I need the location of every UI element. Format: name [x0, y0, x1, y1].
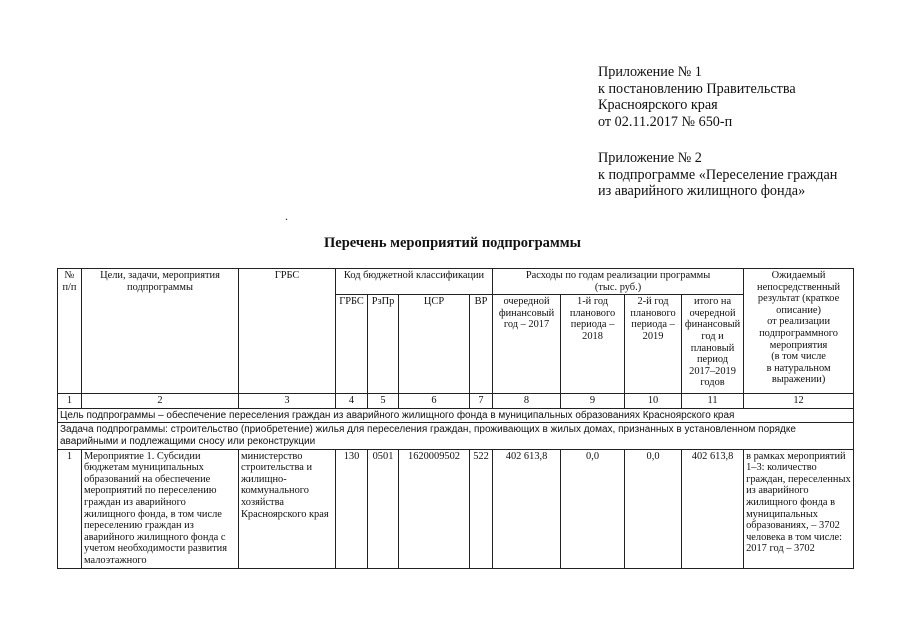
- header-expenses: Расходы по годам реализации программы (тыс. руб.): [493, 269, 744, 295]
- column-number: 3: [239, 394, 336, 409]
- header-row-1: [58, 269, 854, 295]
- header-code-csr: ЦСР: [399, 295, 470, 394]
- column-number: 9: [561, 394, 625, 409]
- goal-row: [58, 408, 854, 423]
- row-code-vr: 522: [470, 449, 493, 568]
- row-exp-2018: 0,0: [561, 449, 625, 568]
- row-num: 1: [58, 449, 82, 568]
- row-exp-2017: 402 613,8: [493, 449, 561, 568]
- column-number: 2: [82, 394, 239, 409]
- column-number-row: [58, 394, 854, 409]
- appendix-1-line: к постановлению Правительства: [598, 80, 796, 97]
- header-budget-code: Код бюджетной классификации: [336, 269, 493, 295]
- column-number: 7: [470, 394, 493, 409]
- appendix-2-line: к подпрограмме «Переселение граждан: [598, 166, 838, 183]
- row-code-rzpr: 0501: [368, 449, 399, 568]
- row-measure: Мероприятие 1. Субсидии бюджетам муниципальных образований на обеспечение мероприятий по переселению граждан из аварийного жилищного фонда, в том числе переселению граждан из аварийного жилищного фонда с учетом необходимости развития малоэтажного: [82, 449, 239, 568]
- document-title: Перечень мероприятий подпрограммы: [324, 235, 581, 251]
- row-result: в рамках мероприятий 1–3: количество граждан, переселенных из аварийного жилищного фонда в муниципальных образованиях, – 3702 человека в том числе: 2017 год – 3702: [744, 449, 854, 568]
- column-number: 6: [399, 394, 470, 409]
- header-grbs: ГРБС: [239, 269, 336, 394]
- table-row: [58, 449, 854, 568]
- column-number: 12: [744, 394, 854, 409]
- header-exp-2019: 2-й год планового периода – 2019: [625, 295, 682, 394]
- header-num: № п/п: [58, 269, 82, 394]
- header-code-vr: ВР: [470, 295, 493, 394]
- row-grbs: министерство строительства и жилищно-коммунального хозяйства Красноярского края: [239, 449, 336, 568]
- appendix-2-block: [598, 150, 837, 200]
- header-code-grbs: ГРБС: [336, 295, 368, 394]
- column-number: 10: [625, 394, 682, 409]
- column-number: 4: [336, 394, 368, 409]
- task-text: Задача подпрограммы: строительство (приобретение) жилья для переселения граждан, проживающих в жилых домах, признанных в установленном порядке аварийными и подлежащими сносу или реконструкции: [58, 423, 854, 449]
- task-row: [58, 423, 854, 449]
- header-exp-total: итого на очередной финансовый год и плановый период 2017–2019 годов: [682, 295, 744, 394]
- row-exp-total: 402 613,8: [682, 449, 744, 568]
- column-number: 11: [682, 394, 744, 409]
- measures-table: [57, 268, 854, 569]
- header-result: Ожидаемый непосредственный результат (краткое описание) от реализации подпрограммного мероприятия (в том числе в натуральном выражении): [744, 269, 854, 394]
- appendix-1-line: Красноярского края: [598, 97, 718, 113]
- row-code-grbs: 130: [336, 449, 368, 568]
- appendix-1-line: от 02.11.2017 № 650-п: [598, 113, 733, 130]
- row-code-csr: 1620009502: [399, 449, 470, 568]
- appendix-1-block: [598, 64, 796, 130]
- appendix-1-line: Приложение № 1: [598, 64, 702, 80]
- appendix-2-line: из аварийного жилищного фонда»: [598, 183, 806, 199]
- appendix-2-line: Приложение № 2: [598, 150, 702, 166]
- header-code-rzpr: РзПр: [368, 295, 399, 394]
- goal-text: Цель подпрограммы – обеспечение переселения граждан из аварийного жилищного фонда в муниципальных образованиях Красноярского края: [58, 408, 854, 423]
- column-number: 8: [493, 394, 561, 409]
- header-goals: Цели, задачи, мероприятия подпрограммы: [82, 269, 239, 394]
- header-exp-2017: очередной финансовый год – 2017: [493, 295, 561, 394]
- header-exp-2018: 1-й год планового периода – 2018: [561, 295, 625, 394]
- stray-mark: .: [285, 209, 288, 223]
- column-number: 5: [368, 394, 399, 409]
- column-number: 1: [58, 394, 82, 409]
- row-exp-2019: 0,0: [625, 449, 682, 568]
